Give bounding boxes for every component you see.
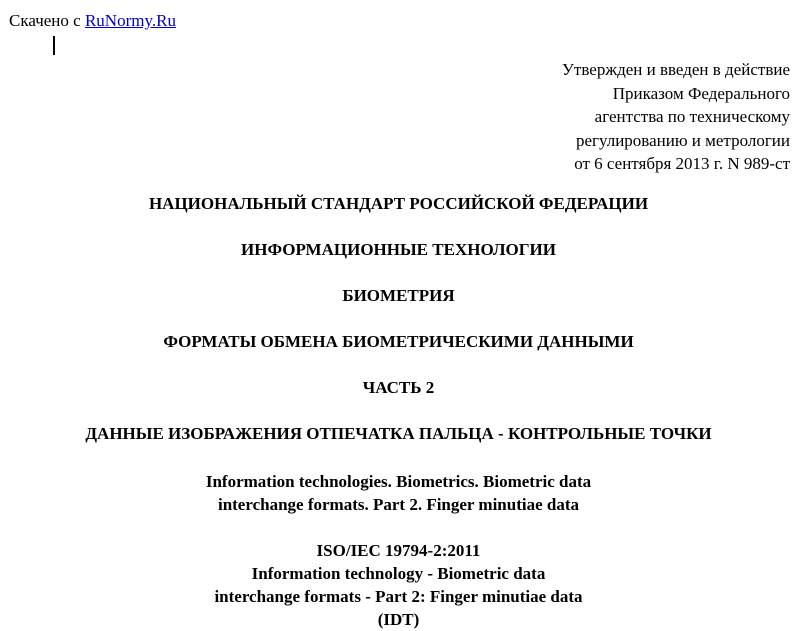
approval-line: Утвержден и введен в действие [561, 60, 790, 79]
iso-reference-line: ISO/IEC 19794-2:2011 [316, 541, 481, 560]
runormy-link[interactable]: RuNormy.Ru [84, 11, 176, 30]
download-source-line [9, 11, 176, 31]
english-title-line: Information technologies. Biometrics. Biometric data [205, 472, 592, 491]
approval-line: от 6 сентября 2013 г. N 989-ст [574, 154, 790, 173]
approval-line: агентства по техническому [594, 107, 790, 126]
part-number-title: ЧАСТЬ 2 [362, 378, 435, 397]
subject-title: ФОРМАТЫ ОБМЕНА БИОМЕТРИЧЕСКИМИ ДАННЫМИ [163, 332, 634, 351]
topic-title: БИОМЕТРИЯ [342, 286, 455, 305]
approval-line: Приказом Федерального [612, 83, 790, 103]
iso-reference-line: interchange formats - Part 2: Finger minutiae data [214, 587, 583, 606]
english-title-block [0, 470, 797, 516]
text-cursor [53, 36, 55, 55]
english-title-line: interchange formats. Part 2. Finger minutiae data [217, 495, 580, 514]
download-source-prefix: Скачено с [9, 11, 81, 30]
approval-block [562, 58, 790, 176]
iso-reference-block [0, 539, 797, 631]
field-title: ИНФОРМАЦИОННЫЕ ТЕХНОЛОГИИ [241, 240, 556, 259]
part-title: ДАННЫЕ ИЗОБРАЖЕНИЯ ОТПЕЧАТКА ПАЛЬЦА - КОНТРОЛЬНЫЕ ТОЧКИ [85, 424, 712, 443]
standard-title: НАЦИОНАЛЬНЫЙ СТАНДАРТ РОССИЙСКОЙ ФЕДЕРАЦИИ [148, 194, 649, 213]
iso-reference-line: (IDT) [377, 610, 420, 629]
approval-line: регулированию и метрологии [575, 130, 790, 150]
iso-reference-line: Information technology - Biometric data [251, 564, 546, 583]
